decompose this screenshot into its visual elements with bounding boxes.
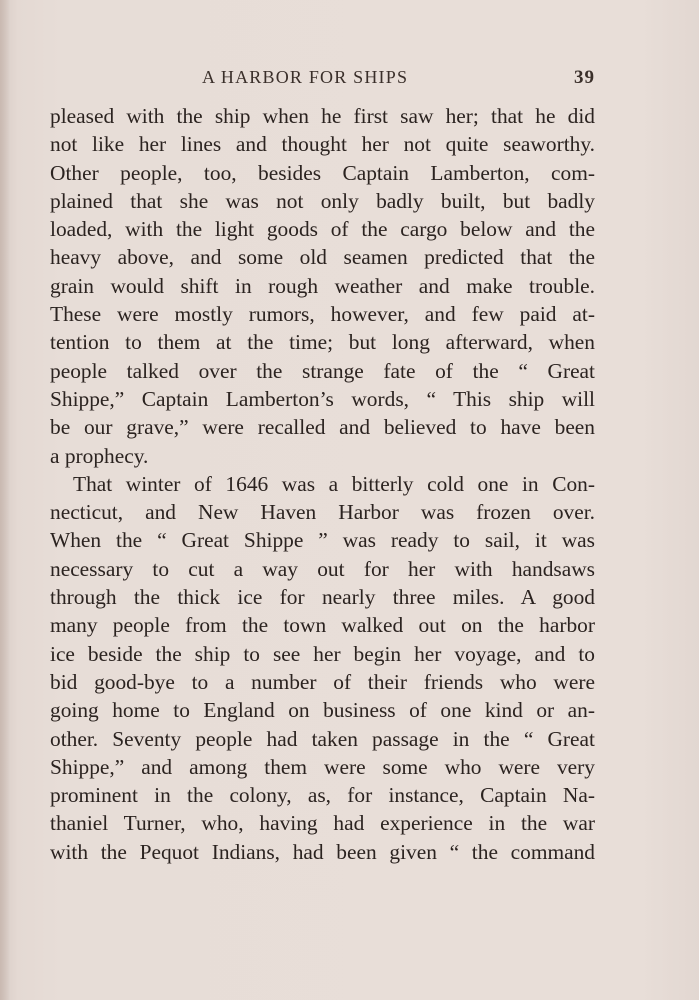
text-line: heavy above, and some old seamen predicted that the [50,245,595,270]
text-line: When the “ Great Shippe ” was ready to sail, it was [50,528,595,553]
text-line: Other people, too, besides Captain Lamberton, com- [50,160,595,185]
text-line: That winter of 1646 was a bitterly cold one in Con- [73,471,595,496]
text-line: ice beside the ship to see her begin her voyage, and to [50,641,595,666]
text-line: people talked over the strange fate of the “ Great [50,358,595,383]
text-line: not like her lines and thought her not quite seaworthy. [50,132,595,157]
text-line: plained that she was not only badly built, but badly [50,188,595,213]
text-line: many people from the town walked out on the harbor [50,613,595,638]
text-line: necessary to cut a way out for her with handsaws [50,556,595,581]
text-line: a prophecy. [50,443,149,468]
text-line: grain would shift in rough weather and make trouble. [50,273,595,298]
text-line: necticut, and New Haven Harbor was frozen over. [50,500,595,525]
text-line: through the thick ice for nearly three miles. A good [50,585,595,610]
text-line: Shippe,” and among them were some who were very [50,754,595,779]
text-line: These were mostly rumors, however, and few paid at- [50,302,595,327]
text-line: loaded, with the light goods of the cargo below and the [50,217,595,242]
text-line: going home to England on business of one kind or an- [50,698,595,723]
text-line: tention to them at the time; but long afterward, when [50,330,595,355]
page-number: 39 [574,67,595,88]
text-line: pleased with the ship when he first saw her; that he did [50,104,595,128]
text-line: be our grave,” were recalled and believed to have been [50,415,595,440]
running-title: A HARBOR FOR SHIPS [202,67,409,87]
text-line: other. Seventy people had taken passage in the “ Great [50,726,595,751]
text-line: thaniel Turner, who, having had experience in the war [50,811,595,836]
text-line: with the Pequot Indians, had been given “ the command [50,839,595,864]
running-head [50,67,595,93]
paragraph [50,470,595,866]
text-line: prominent in the colony, as, for instance, Captain Na- [50,783,595,808]
paragraph [50,102,595,470]
body-text [50,102,595,866]
spine-shadow [0,0,10,1000]
text-line: bid good-bye to a number of their friends who were [50,669,595,694]
text-line: Shippe,” Captain Lamberton’s words, “ This ship will [50,386,595,411]
